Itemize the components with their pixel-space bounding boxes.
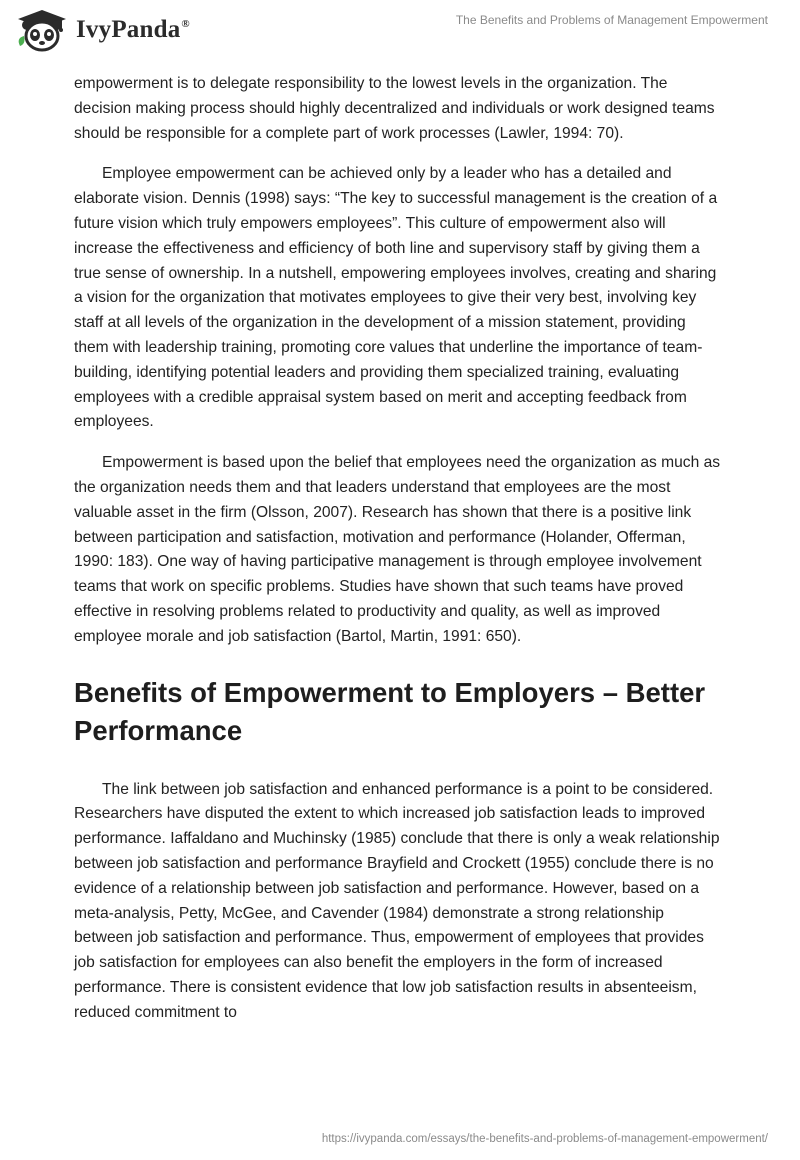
document-title: The Benefits and Problems of Management Empowerment bbox=[455, 13, 768, 27]
section-heading: Benefits of Empowerment to Employers – Better Performance bbox=[74, 676, 706, 746]
panda-graduate-icon bbox=[14, 8, 70, 54]
paragraph: Empowerment is based upon the belief that employees need the organization as much as the organization needs them and that leaders understand that employees are the most valuable asset in the firm (Olsson, 2007). Research has shown that there is a positive link between participation and satisfaction, motivation and performance (Holander, Offerman, 1990: 183). One way of having participative management is through employee involvement teams that work on specific problems. Studies have shown that such teams have proved effective in resolving problems related to productivity and quality, as well as improved employee morale and job satisfaction (Bartol, Martin, 1991: 650). bbox=[74, 454, 721, 645]
paragraph: Employee empowerment can be achieved only by a leader who has a detailed and elaborate vision. Dennis (1998) says: “The key to successful management is the creation of a future vision which truly empowers employees”. This culture of empowerment also will increase the effectiveness and efficiency of both line and supervisory staff by giving them a true sense of ownership. In a nutshell, empowering employees involves, creating and sharing a vision for the organization that motivates employees to give their very best, involving key staff at all levels of the organization in the development of a mission statement, providing them with leadership training, promoting core values that underline the importance of team-building, identifying potential leaders and providing them specialized training, evaluating employees with a credible appraisal system based on merit and accepting feedback from employees. bbox=[74, 165, 718, 431]
paragraph: The link between job satisfaction and enhanced performance is a point to be considered. Researchers have disputed the extent to which increased job satisfaction leads to improved performance. Iaffaldano and Muchinsky (1985) conclude that there is only a weak relationship between job satisfaction and performance Brayfield and Crockett (1955) conclude there is no evidence of a relationship between job satisfaction and performance. However, based on a meta-analysis, Petty, McGee, and Cavender (1984) demonstrate a strong relationship between job satisfaction and performance. Thus, empowerment of employees that provides job satisfaction for employees can also benefit the employers in the form of increased performance. There is consistent evidence that low job satisfaction results in absenteeism, reduced commitment to bbox=[74, 780, 720, 1021]
paragraph: empowerment is to delegate responsibility to the lowest levels in the organization. The decision making process should highly decentralized and individuals or work designed teams should be responsible for a complete part of work processes (Lawler, 1994: 70). bbox=[74, 75, 715, 142]
brand-logo[interactable] bbox=[14, 8, 190, 54]
article-body bbox=[74, 72, 722, 1042]
registered-mark: ® bbox=[181, 18, 190, 30]
source-url[interactable]: https://ivypanda.com/essays/the-benefits-and-problems-of-management-empowerment/ bbox=[321, 1133, 768, 1145]
page-header bbox=[0, 0, 800, 62]
brand-name: IvyPanda® bbox=[76, 16, 190, 43]
